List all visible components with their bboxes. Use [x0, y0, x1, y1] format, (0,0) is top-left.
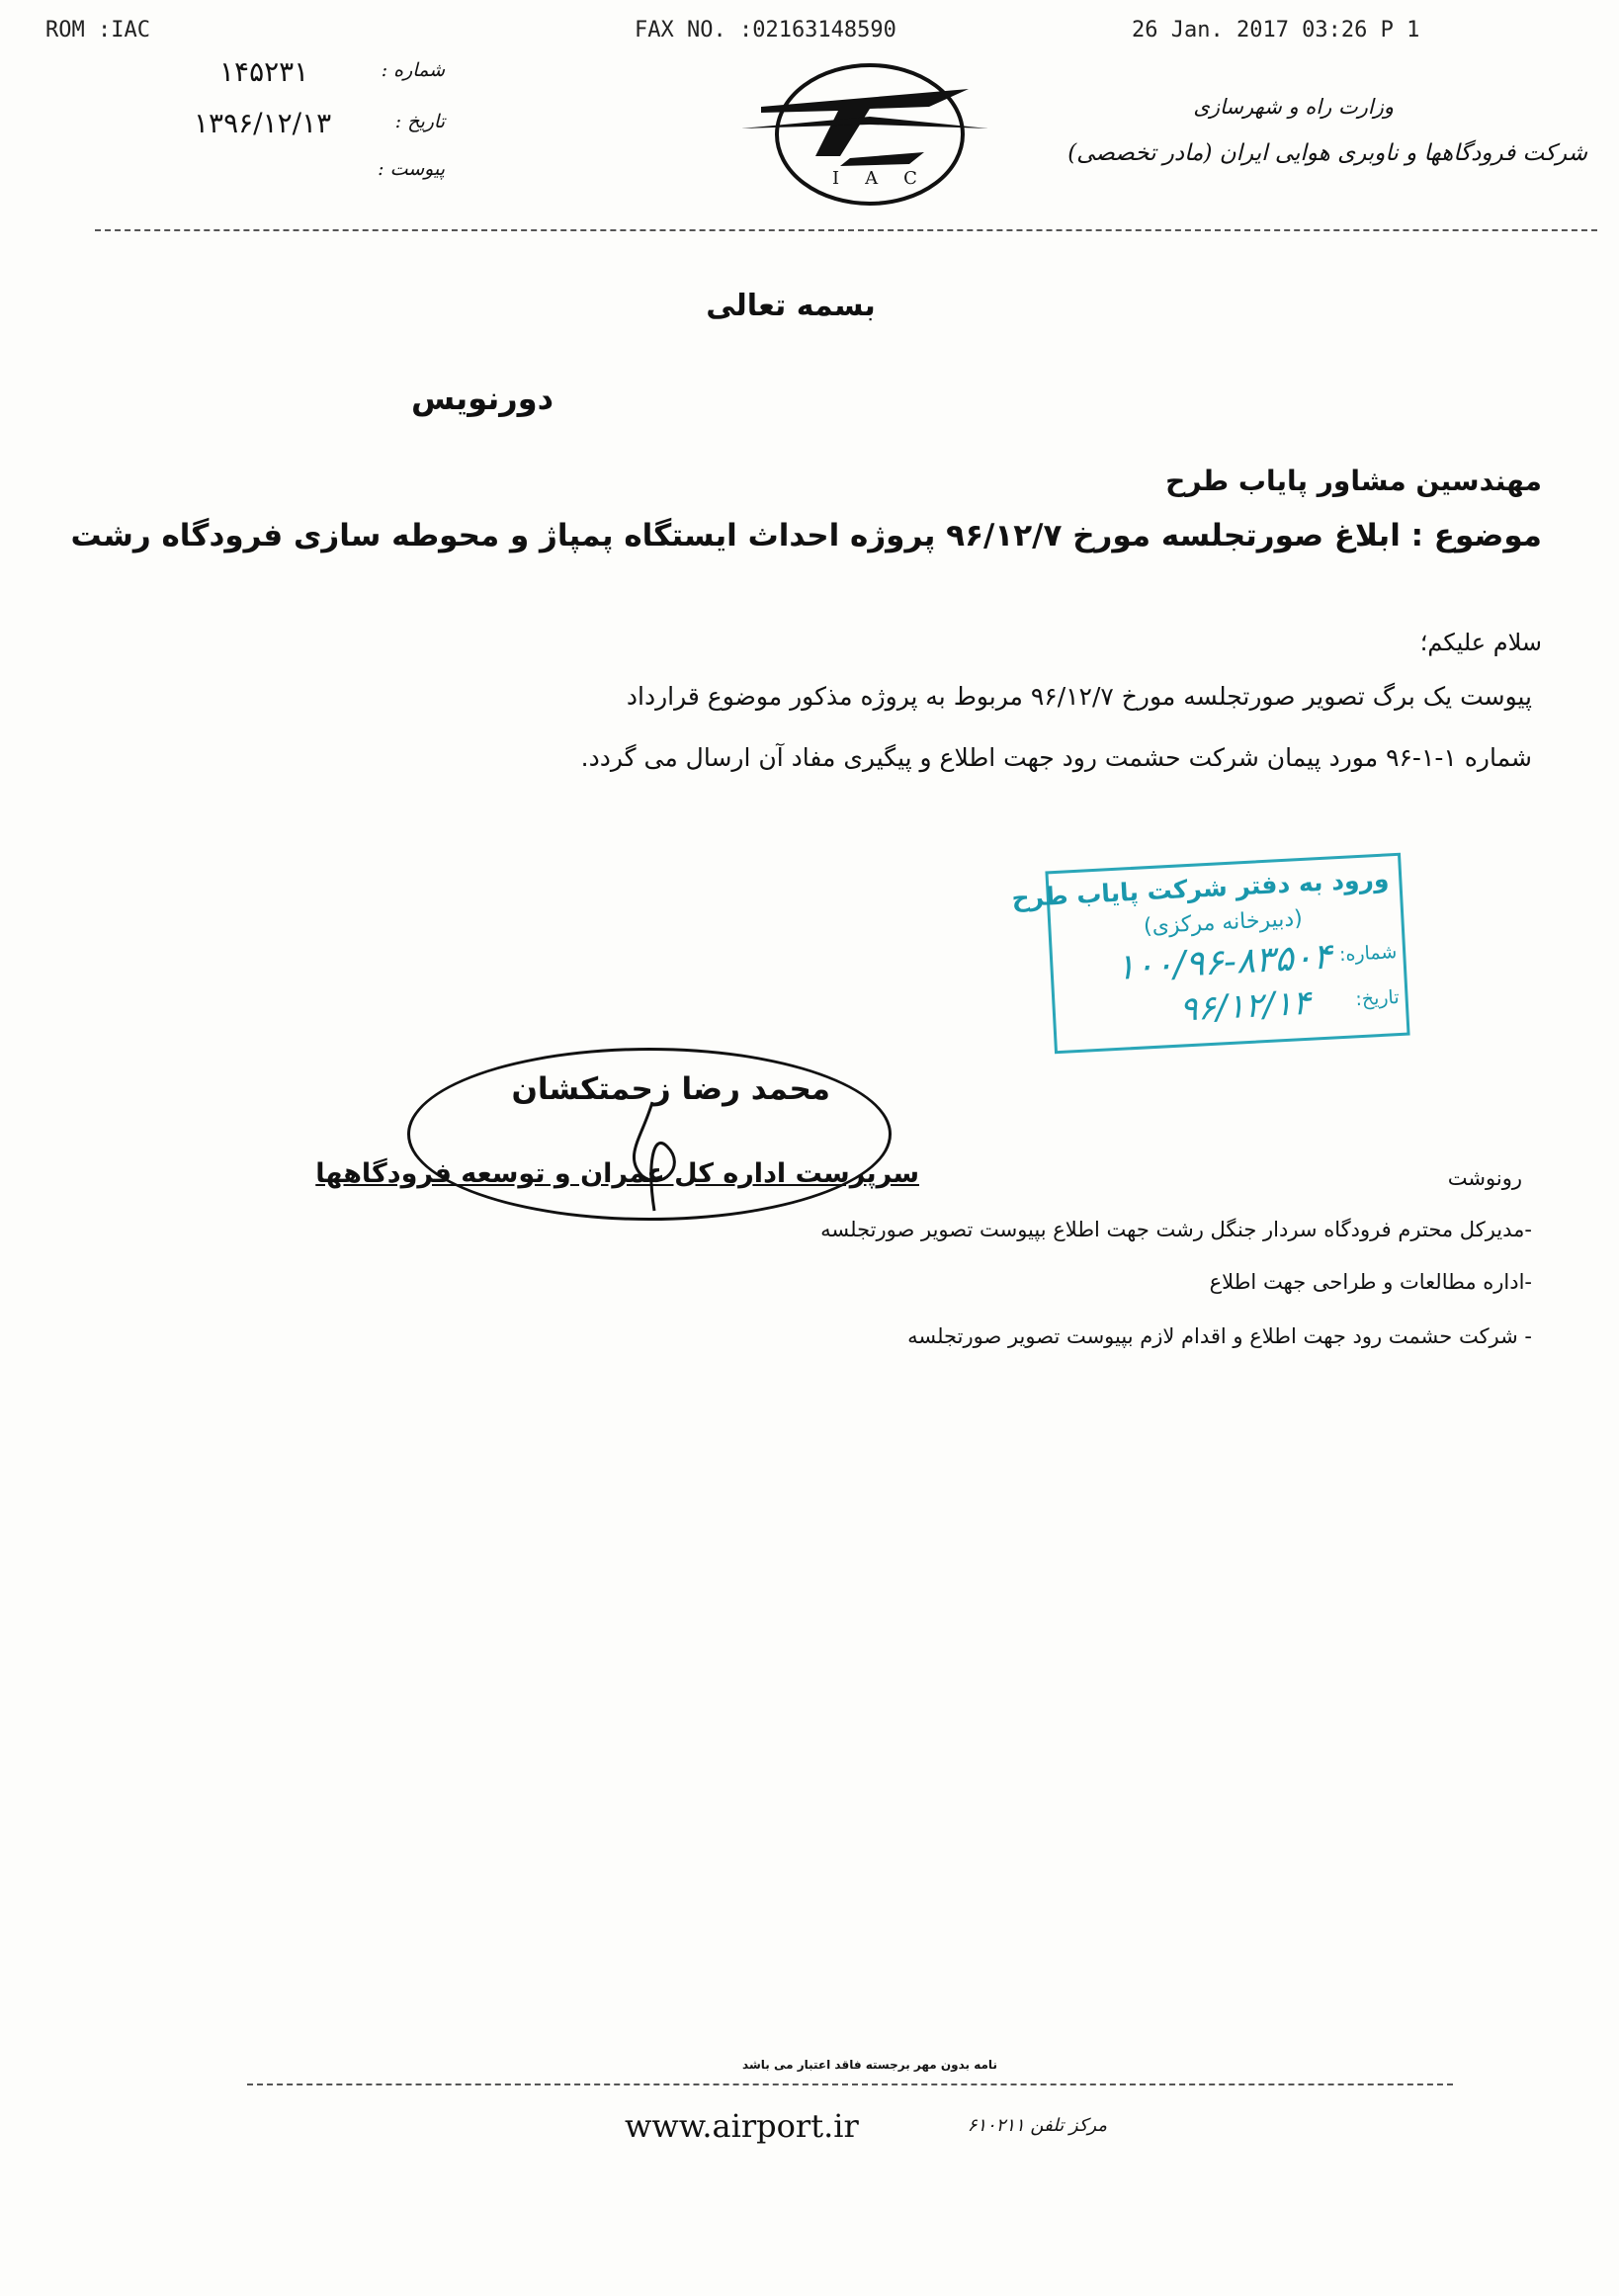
stamp-title: ورود به دفتر شرکت پایاب طرح — [1010, 864, 1391, 913]
body-line-2: شماره ۱-۱-۹۶ مورد پیمان شرکت حشمت رود جهت اطلاع و پیگیری مفاد آن ارسال می گردد. — [580, 743, 1532, 772]
footer-notice: نامه بدون مهر برجسته فاقد اعتبار می باشد — [742, 2058, 997, 2072]
cc-item-1: -مدیرکل محترم فرودگاه سردار جنگل رشت جهت اطلاع بپیوست تصویر صورتجلسه — [820, 1218, 1532, 1241]
body-line-1: پیوست یک برگ تصویر صورتجلسه مورخ ۹۶/۱۲/۷ مربوط به پروژه مذکور موضوع قرارداد — [626, 682, 1532, 711]
letter-date-value: ۱۳۹۶/۱۲/۱۳ — [194, 107, 332, 139]
footer-divider — [247, 2083, 1453, 2085]
stamp-number-value: ۱۰۰/۹۶-۸۳۵۰۴ — [1115, 936, 1333, 988]
stamp-date-value: ۹۶/۱۲/۱۴ — [1178, 982, 1312, 1030]
stamp-subtitle: (دبیرخانه مرکزی) — [1143, 906, 1304, 940]
letter-attachment-label: پیوست : — [378, 158, 445, 180]
letter-number-label: شماره : — [381, 59, 445, 81]
receipt-stamp — [1010, 853, 1409, 1055]
signer-name: محمد رضا زحمتکشان — [511, 1071, 830, 1107]
footer-postal: مرکز تلفن ۶۱۰۲۱۱ — [967, 2115, 1107, 2136]
stamp-number-label: شماره: — [1338, 941, 1398, 967]
company-name: شرکت فرودگاهها و ناوبری هوایی ایران (مادر تخصصی) — [1067, 140, 1587, 166]
cc-item-2: -اداره مطالعات و طراحی جهت اطلاع — [1209, 1270, 1532, 1294]
cc-label: رونوشت — [1447, 1166, 1522, 1190]
iac-logo — [722, 57, 1018, 206]
footer-website: www.airport.ir — [625, 2107, 859, 2145]
fax-sender: ROM :IAC — [45, 18, 150, 43]
subject: موضوع : ابلاغ صورتجلسه مورخ ۹۶/۱۲/۷ پروژه احداث ایستگاه پمپاژ و محوطه سازی فرودگاه رشت — [70, 518, 1542, 553]
fax-datetime: 26 Jan. 2017 03:26 P 1 — [1132, 18, 1420, 43]
invocation: بسمه تعالی — [706, 289, 876, 323]
signer-title: سرپرست اداره کل عمران و توسعه فرودگاهها — [315, 1158, 919, 1189]
recipient: مهندسین مشاور پایاب طرح — [1165, 465, 1542, 497]
fax-number: FAX NO. :02163148590 — [635, 18, 896, 43]
letter-number-value: ۱۴۵۲۳۱ — [219, 55, 309, 88]
greeting: سلام علیکم؛ — [1419, 629, 1542, 656]
copy-mark: دورنویس — [410, 380, 554, 417]
signature-scribble — [613, 1097, 702, 1216]
ministry-name: وزارت راه و شهرسازی — [1193, 95, 1394, 119]
logo-text: IAC — [832, 168, 943, 189]
cc-item-3: - شرکت حشمت رود جهت اطلاع و اقدام لازم بپیوست تصویر صورتجلسه — [907, 1324, 1532, 1348]
header-divider — [95, 229, 1597, 231]
letter-date-label: تاریخ : — [394, 111, 445, 132]
stamp-date-label: تاریخ: — [1354, 985, 1401, 1011]
